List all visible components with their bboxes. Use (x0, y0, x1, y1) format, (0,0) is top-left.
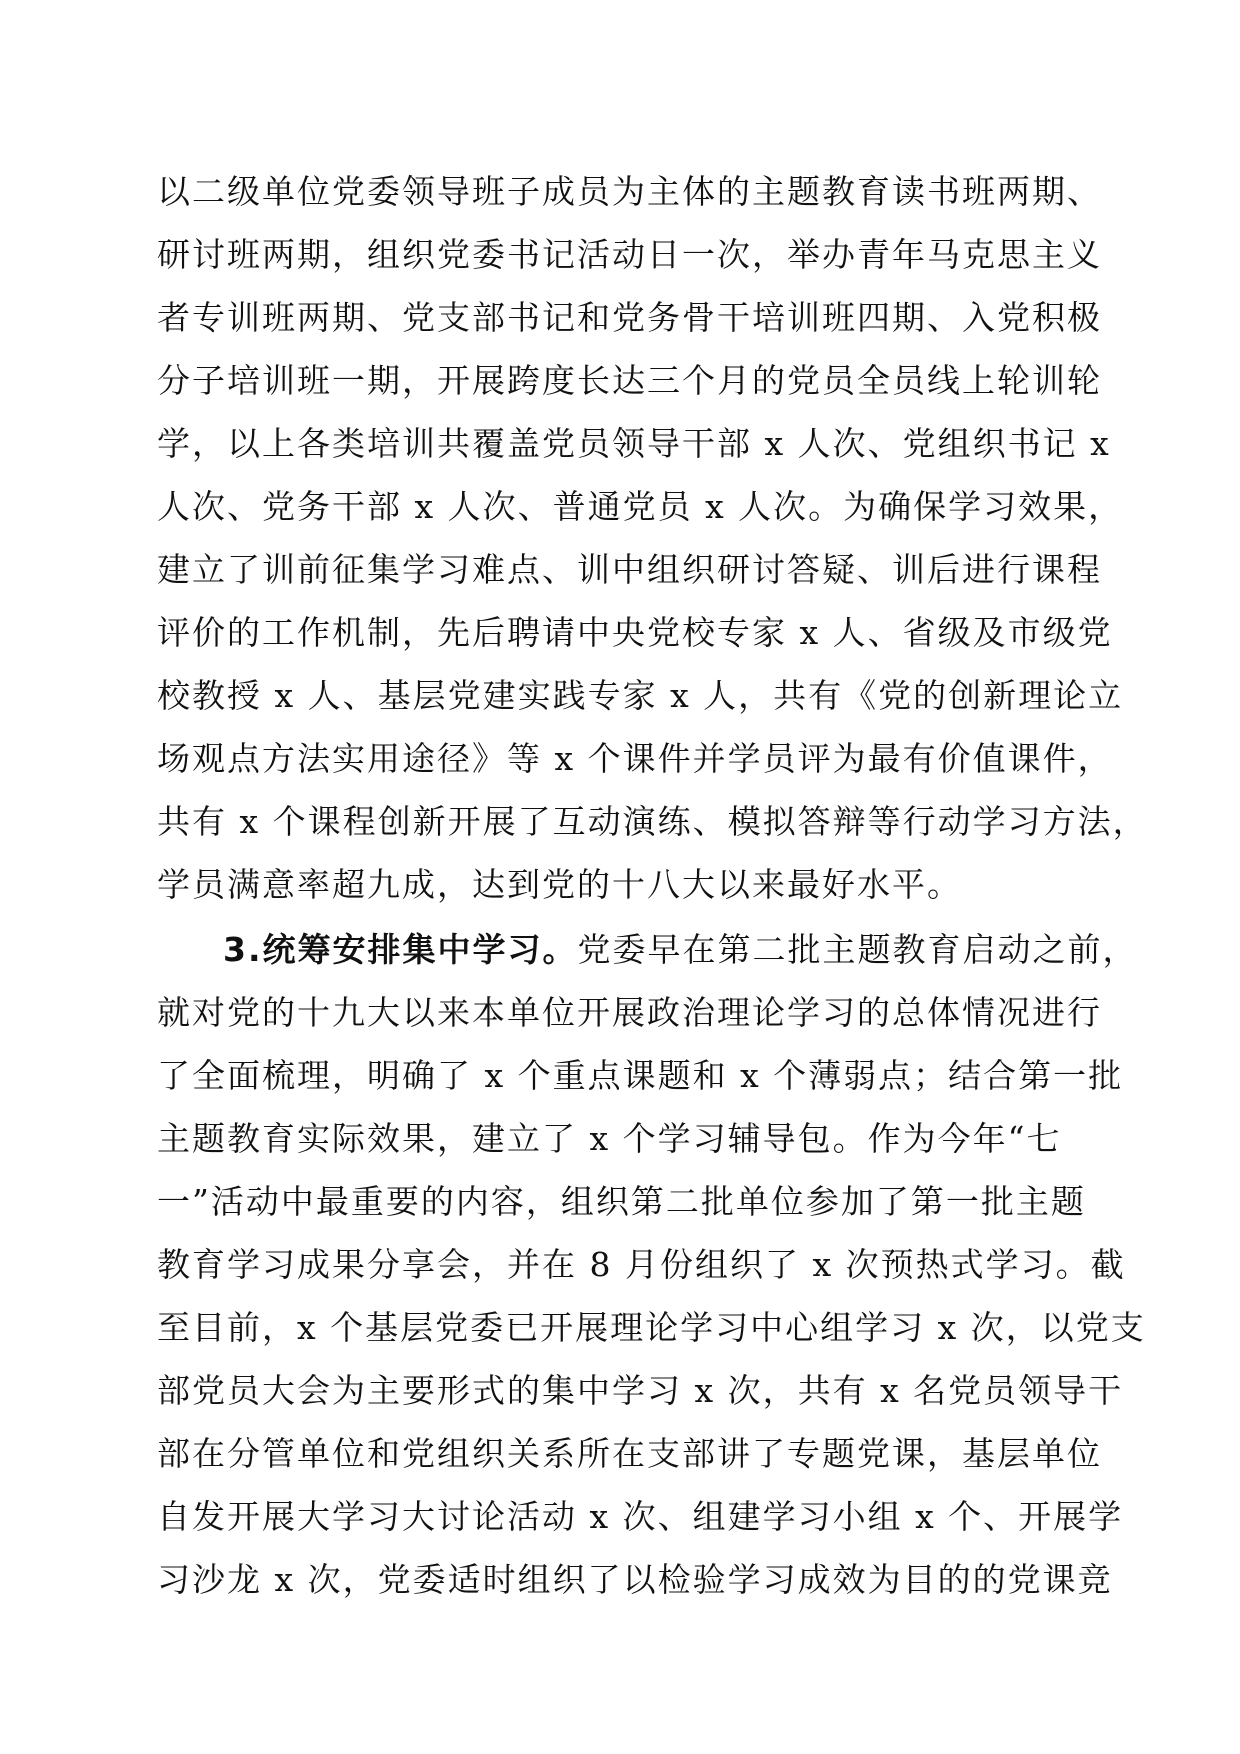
text-line: 分子培训班一期，开展跨度长达三个月的党员全员线上轮训轮 (157, 361, 1102, 400)
paragraph-training (157, 160, 1148, 916)
text-line: 自发开展大学习大讨论活动 x 次、组建学习小组 x 个、开展学 (157, 1497, 1124, 1536)
text-line: 学员满意率超九成，达到党的十八大以来最好水平。 (157, 865, 962, 904)
text-line: 教育学习成果分享会，并在 8 月份组织了 x 次预热式学习。截 (157, 1245, 1126, 1284)
text-line: 主题教育实际效果，建立了 x 个学习辅导包。作为今年“七 (157, 1119, 1062, 1158)
text-line: 建立了训前征集学习难点、训中组织研讨答疑、训后进行课程 (157, 550, 1102, 589)
text-line: 一”活动中最重要的内容，组织第二批单位参加了第一批主题 (157, 1182, 1086, 1221)
section-heading: 3.统筹安排集中学习。 (223, 930, 578, 969)
text-line: 部党员大会为主要形式的集中学习 x 次，共有 x 名党员领导干 (157, 1371, 1124, 1410)
text-line: 评价的工作机制，先后聘请中央党校专家 x 人、省级及市级党 (157, 613, 1113, 652)
text-line: 者专训班两期、党支部书记和党务骨干培训班四期、入党积极 (157, 298, 1102, 337)
text-line: 了全面梳理，明确了 x 个重点课题和 x 个薄弱点；结合第一批 (157, 1056, 1124, 1095)
text-line: 至目前，x 个基层党委已开展理论学习中心组学习 x 次，以党支 (157, 1308, 1146, 1347)
text-line: 场观点方法实用途径》等 x 个课件并学员评为最有价值课件， (157, 739, 1113, 778)
text-span: 党委早在第二批主题教育启动之前， (577, 930, 1138, 969)
text-line: 研讨班两期，组织党委书记活动日一次，举办青年马克思主义 (157, 235, 1102, 274)
paragraph-centralized-study (157, 918, 1146, 1611)
text-line: 校教授 x 人、基层党建实践专家 x 人，共有《党的创新理论立 (157, 676, 1124, 715)
text-line: 共有 x 个课程创新开展了互动演练、模拟答辩等行动学习方法， (157, 802, 1148, 841)
text-line: 以二级单位党委领导班子成员为主体的主题教育读书班两期、 (157, 172, 1102, 211)
text-line: 习沙龙 x 次，党委适时组织了以检验学习成效为目的的党课竞 (157, 1560, 1113, 1599)
text-line: 学，以上各类培训共覆盖党员领导干部 x 人次、党组织书记 x (157, 424, 1111, 463)
text-line: 人次、党务干部 x 人次、普通党员 x 人次。为确保学习效果， (157, 487, 1124, 526)
text-line: 就对党的十九大以来本单位开展政治理论学习的总体情况进行 (157, 993, 1102, 1032)
paragraph-first-line (157, 918, 1138, 981)
text-line: 部在分管单位和党组织关系所在支部讲了专题党课，基层单位 (157, 1434, 1102, 1473)
